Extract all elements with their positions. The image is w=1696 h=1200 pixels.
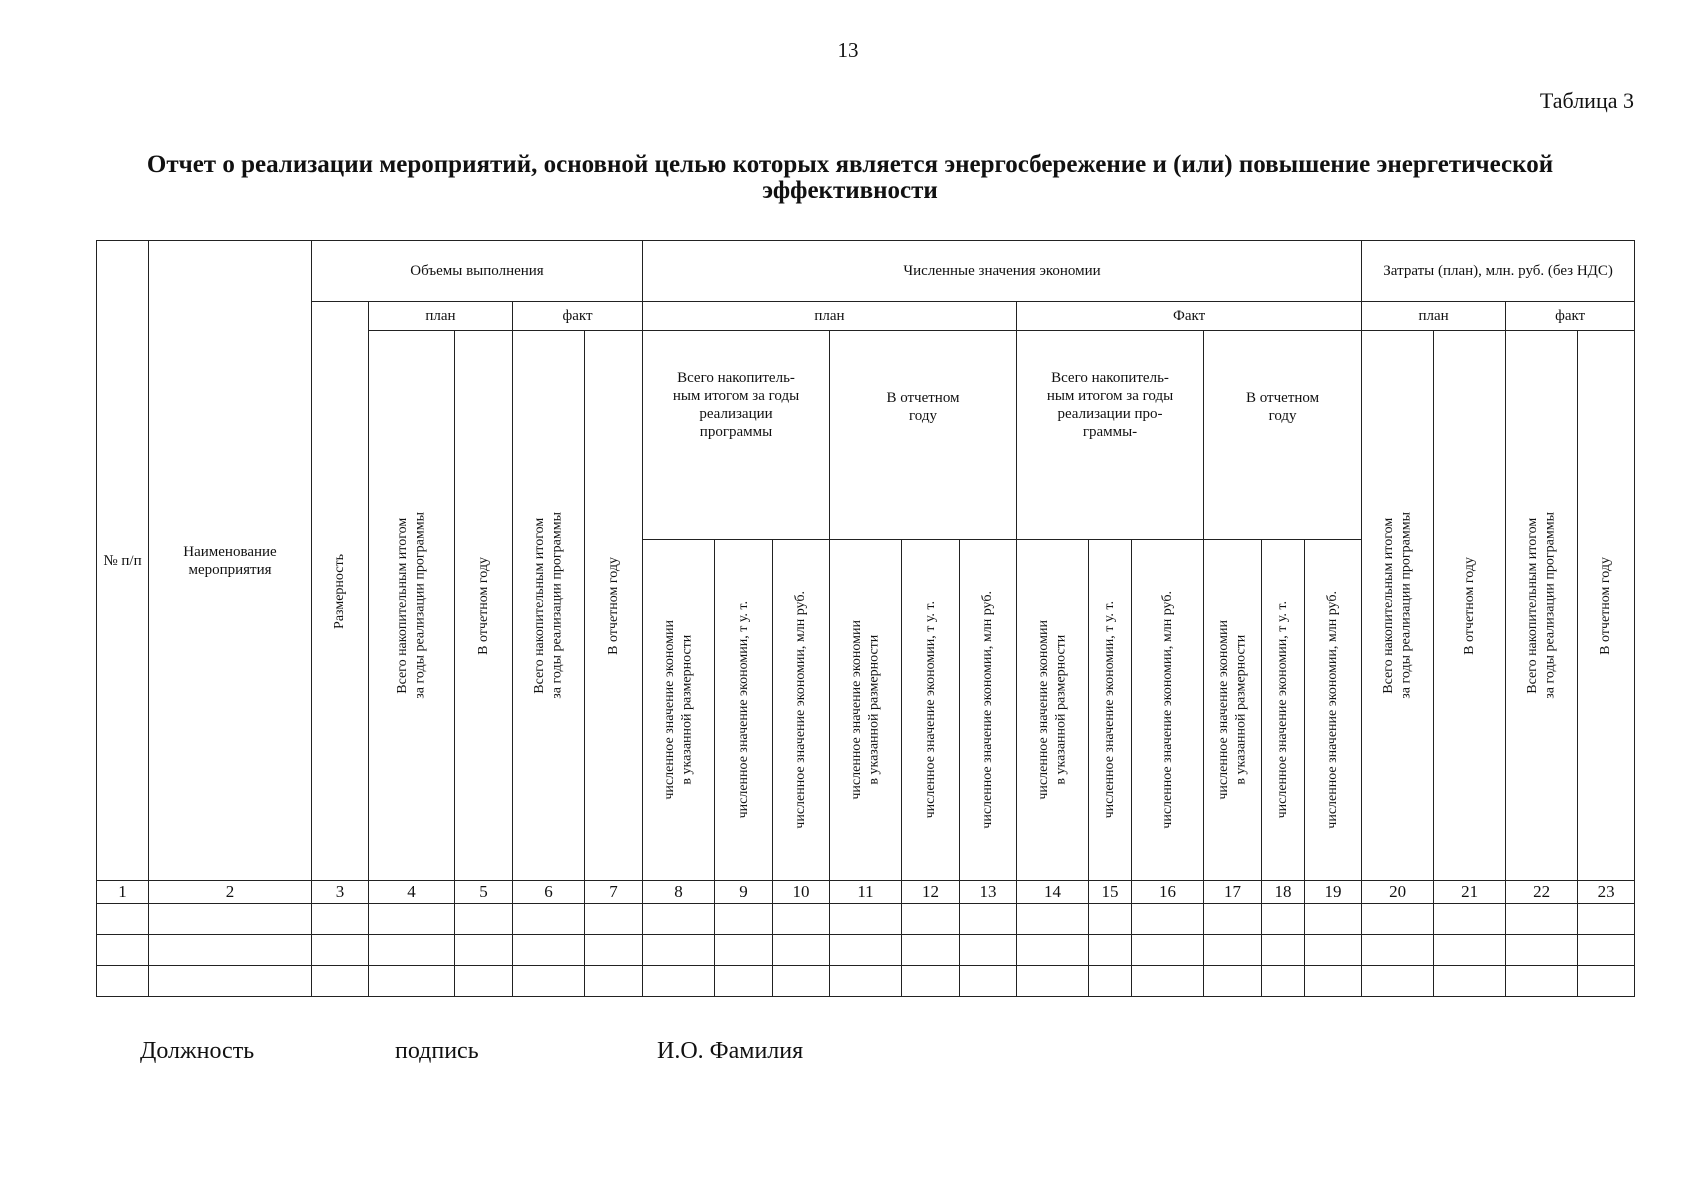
header-costs-plan-cum-label: Всего накопительным итогом за годы реализации программы bbox=[1381, 512, 1414, 699]
header-fact-cum-tut bbox=[1089, 540, 1132, 881]
header-name-label: Наименование мероприятия bbox=[183, 543, 277, 578]
header-fact-cum-mln-label: численное значение экономии, млн руб. bbox=[1159, 591, 1175, 829]
table-cell bbox=[1262, 935, 1305, 966]
document-title: Отчет о реализации мероприятий, основной целью которых является энергосбережение и (или) повышение энергетической эффективности bbox=[146, 151, 1554, 204]
header-fact-cum-mln bbox=[1132, 540, 1204, 881]
column-number: 12 bbox=[902, 881, 960, 904]
table-cell bbox=[312, 966, 369, 997]
column-number: 14 bbox=[1017, 881, 1089, 904]
table-cell bbox=[643, 904, 715, 935]
header-savings-plan-cum: Всего накопитель- ным итогом за годы реализации программы bbox=[643, 331, 830, 540]
header-plan-year-mln-label: численное значение экономии, млн руб. bbox=[980, 591, 996, 829]
table-cell bbox=[1434, 966, 1506, 997]
header-costs-plan: план bbox=[1362, 302, 1506, 331]
column-number: 23 bbox=[1578, 881, 1635, 904]
table-cell bbox=[1362, 966, 1434, 997]
column-number: 13 bbox=[960, 881, 1017, 904]
column-number: 7 bbox=[585, 881, 643, 904]
header-volumes-fact: факт bbox=[513, 302, 643, 331]
header-number-label: № п/п bbox=[103, 552, 142, 569]
header-number bbox=[97, 241, 149, 881]
header-plan-cum-mln bbox=[773, 540, 830, 881]
header-vol-fact-cum-label: Всего накопительным итогом за годы реализации программы bbox=[532, 512, 565, 699]
column-number: 10 bbox=[773, 881, 830, 904]
header-savings-fact: Факт bbox=[1017, 302, 1362, 331]
table-cell bbox=[1434, 904, 1506, 935]
table-cell bbox=[1506, 904, 1578, 935]
column-number: 22 bbox=[1506, 881, 1578, 904]
table-cell bbox=[1204, 935, 1262, 966]
table-cell bbox=[513, 966, 585, 997]
table-cell bbox=[1089, 966, 1132, 997]
table-cell bbox=[830, 935, 902, 966]
header-fact-cum-units-label: численное значение экономии в указанной размерности bbox=[1036, 620, 1069, 800]
table-cell bbox=[960, 904, 1017, 935]
header-plan-year-units-label: численное значение экономии в указанной размерности bbox=[849, 620, 882, 800]
table-cell bbox=[715, 935, 773, 966]
header-savings-fact-year: В отчетном году bbox=[1204, 331, 1362, 540]
table-cell bbox=[1305, 966, 1362, 997]
header-plan-cum-units-label: численное значение экономии в указанной размерности bbox=[662, 620, 695, 800]
header-fact-year-units-label: численное значение экономии в указанной размерности bbox=[1216, 620, 1249, 800]
table-cell bbox=[1017, 935, 1089, 966]
header-vol-fact-year bbox=[585, 331, 643, 881]
table-cell bbox=[312, 904, 369, 935]
table-cell bbox=[643, 935, 715, 966]
header-savings-plan: план bbox=[643, 302, 1017, 331]
column-number: 6 bbox=[513, 881, 585, 904]
table-cell bbox=[1132, 966, 1204, 997]
header-volumes-plan: план bbox=[369, 302, 513, 331]
header-savings-plan-year: В отчетном году bbox=[830, 331, 1017, 540]
table-cell bbox=[715, 904, 773, 935]
table-cell bbox=[1132, 904, 1204, 935]
table-cell bbox=[149, 966, 312, 997]
header-plan-year-mln bbox=[960, 540, 1017, 881]
header-vol-plan-cum-label: Всего накопительным итогом за годы реализации программы bbox=[395, 512, 428, 699]
column-number: 5 bbox=[455, 881, 513, 904]
column-number: 11 bbox=[830, 881, 902, 904]
table-cell bbox=[1305, 935, 1362, 966]
header-fact-year-tut bbox=[1262, 540, 1305, 881]
table-cell bbox=[1204, 904, 1262, 935]
table-cell bbox=[149, 935, 312, 966]
report-table bbox=[96, 240, 1635, 997]
table-cell bbox=[773, 966, 830, 997]
header-costs-fact: факт bbox=[1506, 302, 1635, 331]
table-cell bbox=[149, 904, 312, 935]
header-costs-fact-cum bbox=[1506, 331, 1578, 881]
signature-position: Должность bbox=[140, 1038, 255, 1064]
column-number: 2 bbox=[149, 881, 312, 904]
table-cell bbox=[1262, 966, 1305, 997]
header-plan-cum-tut bbox=[715, 540, 773, 881]
signature-name: И.О. Фамилия bbox=[657, 1038, 804, 1064]
table-cell bbox=[455, 935, 513, 966]
header-costs: Затраты (план), млн. руб. (без НДС) bbox=[1362, 241, 1635, 302]
page-number: 13 bbox=[837, 38, 859, 62]
table-cell bbox=[369, 935, 455, 966]
table-cell bbox=[960, 935, 1017, 966]
column-number: 19 bbox=[1305, 881, 1362, 904]
table-cell bbox=[643, 966, 715, 997]
table-cell bbox=[1506, 935, 1578, 966]
header-name bbox=[149, 241, 312, 881]
table-cell bbox=[369, 966, 455, 997]
header-plan-cum-mln-label: численное значение экономии, млн руб. bbox=[793, 591, 809, 829]
table-cell bbox=[902, 935, 960, 966]
header-vol-plan-cum bbox=[369, 331, 455, 881]
header-fact-cum-tut-label: численное значение экономии, т у. т. bbox=[1102, 601, 1118, 819]
table-cell bbox=[773, 935, 830, 966]
header-costs-fact-year bbox=[1578, 331, 1635, 881]
table-cell bbox=[455, 904, 513, 935]
header-fact-year-units bbox=[1204, 540, 1262, 881]
table-cell bbox=[97, 935, 149, 966]
signature-sign: подпись bbox=[395, 1038, 479, 1064]
table-cell bbox=[1578, 966, 1635, 997]
table-cell bbox=[1305, 904, 1362, 935]
table-cell bbox=[1017, 966, 1089, 997]
header-plan-year-units bbox=[830, 540, 902, 881]
table-cell bbox=[455, 966, 513, 997]
table-row bbox=[97, 904, 1635, 935]
header-plan-cum-tut-label: численное значение экономии, т у. т. bbox=[735, 601, 751, 819]
table-cell bbox=[1262, 904, 1305, 935]
table-cell bbox=[715, 966, 773, 997]
header-volumes: Объемы выполнения bbox=[312, 241, 643, 302]
table-cell bbox=[1204, 966, 1262, 997]
column-number: 21 bbox=[1434, 881, 1506, 904]
header-savings-fact-cum: Всего накопитель- ным итогом за годы реализации про- граммы- bbox=[1017, 331, 1204, 540]
table-cell bbox=[1089, 904, 1132, 935]
table-cell bbox=[513, 935, 585, 966]
table-cell bbox=[1017, 904, 1089, 935]
header-unit bbox=[312, 302, 369, 881]
column-number: 15 bbox=[1089, 881, 1132, 904]
column-number: 8 bbox=[643, 881, 715, 904]
table-cell bbox=[97, 904, 149, 935]
table-cell bbox=[960, 966, 1017, 997]
table-cell bbox=[1506, 966, 1578, 997]
table-cell bbox=[830, 966, 902, 997]
table-cell bbox=[902, 966, 960, 997]
header-costs-fact-cum-label: Всего накопительным итогом за годы реализации программы bbox=[1525, 512, 1558, 699]
table-cell bbox=[1434, 935, 1506, 966]
table-cell bbox=[97, 966, 149, 997]
header-costs-plan-cum bbox=[1362, 331, 1434, 881]
table-row bbox=[97, 966, 1635, 997]
table-cell bbox=[1132, 935, 1204, 966]
header-unit-label: Размерность bbox=[332, 553, 348, 629]
table-cell bbox=[1089, 935, 1132, 966]
column-number: 17 bbox=[1204, 881, 1262, 904]
table-cell bbox=[830, 904, 902, 935]
table-cell bbox=[312, 935, 369, 966]
table-cell bbox=[513, 904, 585, 935]
header-costs-plan-year bbox=[1434, 331, 1506, 881]
table-cell bbox=[773, 904, 830, 935]
table-cell bbox=[585, 966, 643, 997]
table-cell bbox=[1362, 935, 1434, 966]
header-plan-cum-units bbox=[643, 540, 715, 881]
column-number: 4 bbox=[369, 881, 455, 904]
table-label: Таблица 3 bbox=[1539, 88, 1634, 113]
header-plan-year-tut bbox=[902, 540, 960, 881]
header-vol-fact-cum bbox=[513, 331, 585, 881]
column-number: 1 bbox=[97, 881, 149, 904]
header-fact-year-mln bbox=[1305, 540, 1362, 881]
column-number: 16 bbox=[1132, 881, 1204, 904]
column-number: 3 bbox=[312, 881, 369, 904]
header-costs-plan-year-label: В отчетном году bbox=[1461, 556, 1477, 655]
header-vol-fact-year-label: В отчетном году bbox=[605, 556, 621, 655]
table-cell bbox=[1578, 904, 1635, 935]
column-number: 9 bbox=[715, 881, 773, 904]
table-row bbox=[97, 935, 1635, 966]
header-vol-plan-year-label: В отчетном году bbox=[475, 556, 491, 655]
table-cell bbox=[1362, 904, 1434, 935]
column-number-row bbox=[97, 881, 1635, 904]
header-savings: Численные значения экономии bbox=[643, 241, 1362, 302]
header-plan-year-tut-label: численное значение экономии, т у. т. bbox=[922, 601, 938, 819]
column-number: 20 bbox=[1362, 881, 1434, 904]
table-cell bbox=[1578, 935, 1635, 966]
header-fact-year-tut-label: численное значение экономии, т у. т. bbox=[1275, 601, 1291, 819]
column-number: 18 bbox=[1262, 881, 1305, 904]
header-costs-fact-year-label: В отчетном году bbox=[1598, 556, 1614, 655]
table-cell bbox=[585, 935, 643, 966]
header-fact-cum-units bbox=[1017, 540, 1089, 881]
header-fact-year-mln-label: численное значение экономии, млн руб. bbox=[1325, 591, 1341, 829]
table-cell bbox=[369, 904, 455, 935]
table-cell bbox=[585, 904, 643, 935]
table-cell bbox=[902, 904, 960, 935]
header-vol-plan-year bbox=[455, 331, 513, 881]
